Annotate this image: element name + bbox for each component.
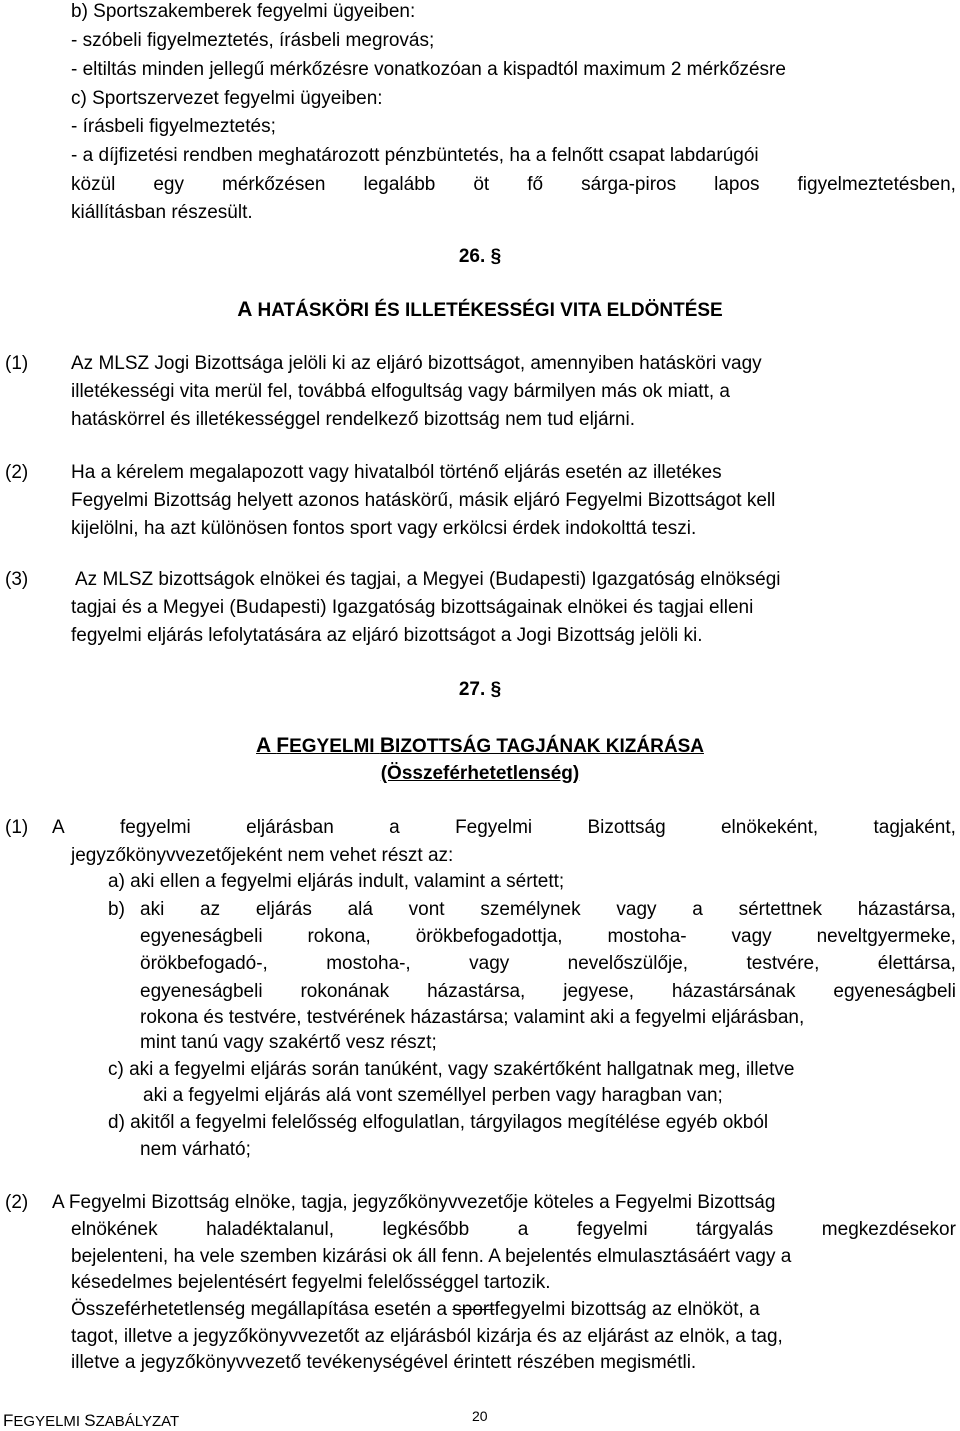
list-item-c: c) aki a fegyelmi eljárás során tanúként, vagy szakértőként hallgatnak meg, illetve	[108, 1059, 795, 1080]
text-line: nem várható;	[140, 1139, 251, 1160]
list-item-label: b)	[108, 899, 125, 920]
text-line: - írásbeli figyelmeztetés;	[71, 116, 276, 137]
section-title: A FEGYELMI BIZOTTSÁG TAGJÁNAK KIZÁRÁSA	[256, 734, 704, 757]
text-line: c) Sportszervezet fegyelmi ügyeiben:	[71, 88, 383, 109]
paragraph-number: (2)	[5, 1192, 29, 1213]
text-line: - a díjfizetési rendben meghatározott pénzbüntetés, ha a felnőtt csapat labdarúgói	[71, 145, 759, 166]
section-number: 26. §	[458, 246, 502, 267]
text-line: tagjai és a Megyei (Budapesti) Igazgatóság bizottságainak elnökei és tagjai elleni	[71, 597, 754, 618]
section-subtitle: (Összeférhetetlenség)	[380, 763, 580, 784]
paragraph-number: (2)	[5, 462, 29, 483]
text-line: bejelenteni, ha vele szemben kizárási ok áll fenn. A bejelentés elmulasztásáért vagy a	[71, 1246, 792, 1267]
list-item-a: a) aki ellen a fegyelmi eljárás indult, valamint a sértett;	[108, 871, 565, 892]
text-line: közül egy mérkőzésen legalább öt fő sárga-piros lapos figyelmeztetésben,	[71, 174, 956, 195]
text-line: mint tanú vagy szakértő vesz részt;	[140, 1032, 437, 1053]
text-line: jegyzőkönyvvezetőjeként nem vehet részt az:	[71, 845, 454, 866]
text-line: illetve a jegyzőkönyvvezető tevékenységével érintett részében megismétli.	[71, 1352, 697, 1373]
text-line: késedelmes bejelentésért fegyelmi felelősséggel tartozik.	[71, 1272, 551, 1293]
text-line: fegyelmi eljárás lefolytatására az eljáró bizottságot a Jogi Bizottság jelöli ki.	[71, 625, 703, 646]
text-line: Ha a kérelem megalapozott vagy hivatalból történő eljárás esetén az illetékes	[71, 462, 722, 483]
text-line: Az MLSZ Jogi Bizottsága jelöli ki az eljáró bizottságot, amennyiben hatásköri vagy	[71, 353, 762, 374]
text-line: kijelölni, ha azt különösen fontos sport vagy erkölcsi érdek indokolttá teszi.	[71, 518, 697, 539]
text-line: elnökének haladéktalanul, legkésőbb a fegyelmi tárgyalás megkezdésekor	[71, 1219, 956, 1240]
page-number: 20	[472, 1408, 488, 1424]
list-item-d: d) akitől a fegyelmi felelősség elfogulatlan, tárgyilagos megítélése egyéb okból	[108, 1112, 769, 1133]
text-line: Összeférhetetlenség megállapítása esetén a sportfegyelmi bizottság az elnököt, a	[71, 1299, 760, 1320]
paragraph-number: (3)	[5, 569, 29, 590]
text-line: - eltiltás minden jellegű mérkőzésre vonatkozóan a kispadtól maximum 2 mérkőzésre	[71, 59, 786, 80]
text-line: Fegyelmi Bizottság helyett azonos hatáskörű, másik eljáró Fegyelmi Bizottságot kell	[71, 490, 776, 511]
text-line: A fegyelmi eljárásban a Fegyelmi Bizottság elnökeként, tagjaként,	[52, 817, 956, 838]
text-line: egyeneságbeli rokona, örökbefogadottja, mostoha- vagy neveltgyermeke,	[140, 926, 956, 947]
text-line: kiállításban részesült.	[71, 202, 253, 223]
paragraph-number: (1)	[5, 817, 29, 838]
text-line: Az MLSZ bizottságok elnökei és tagjai, a Megyei (Budapesti) Igazgatóság elnökségi	[75, 569, 781, 590]
text-line: rokona és testvére, testvérének házastársa; valamint aki a fegyelmi eljárásban,	[140, 1007, 805, 1028]
text-line: hatáskörrel és illetékességgel rendelkező bizottság nem tud eljárni.	[71, 409, 635, 430]
text-line: aki az eljárás alá vont személynek vagy a sértettnek házastársa,	[140, 899, 956, 920]
section-title: A HATÁSKÖRI ÉS ILLETÉKESSÉGI VITA ELDÖNTÉSE	[237, 298, 723, 321]
text-line: tagot, illetve a jegyzőkönyvvezetőt az eljárásból kizárja és az eljárást az elnök, a tag,	[71, 1326, 783, 1347]
text-line: - szóbeli figyelmeztetés, írásbeli megrovás;	[71, 30, 435, 51]
text-line: illetékességi vita merül fel, továbbá elfogultság vagy bármilyen más ok miatt, a	[71, 381, 730, 402]
paragraph-number: (1)	[5, 353, 29, 374]
text-line: örökbefogadó-, mostoha-, vagy nevelőszülője, testvére, élettársa,	[140, 953, 956, 974]
text-line: egyeneságbeli rokonának házastársa, jegyese, házastársának egyeneságbeli	[140, 981, 956, 1002]
text-line: aki a fegyelmi eljárás alá vont személlyel perben vagy haragban van;	[143, 1085, 723, 1106]
footer-title: FEGYELMI SZABÁLYZAT	[3, 1411, 180, 1430]
text-line: b) Sportszakemberek fegyelmi ügyeiben:	[71, 1, 416, 22]
text-line: A Fegyelmi Bizottság elnöke, tagja, jegyzőkönyvvezetője köteles a Fegyelmi Bizottság	[52, 1192, 776, 1213]
section-number: 27. §	[458, 679, 502, 700]
